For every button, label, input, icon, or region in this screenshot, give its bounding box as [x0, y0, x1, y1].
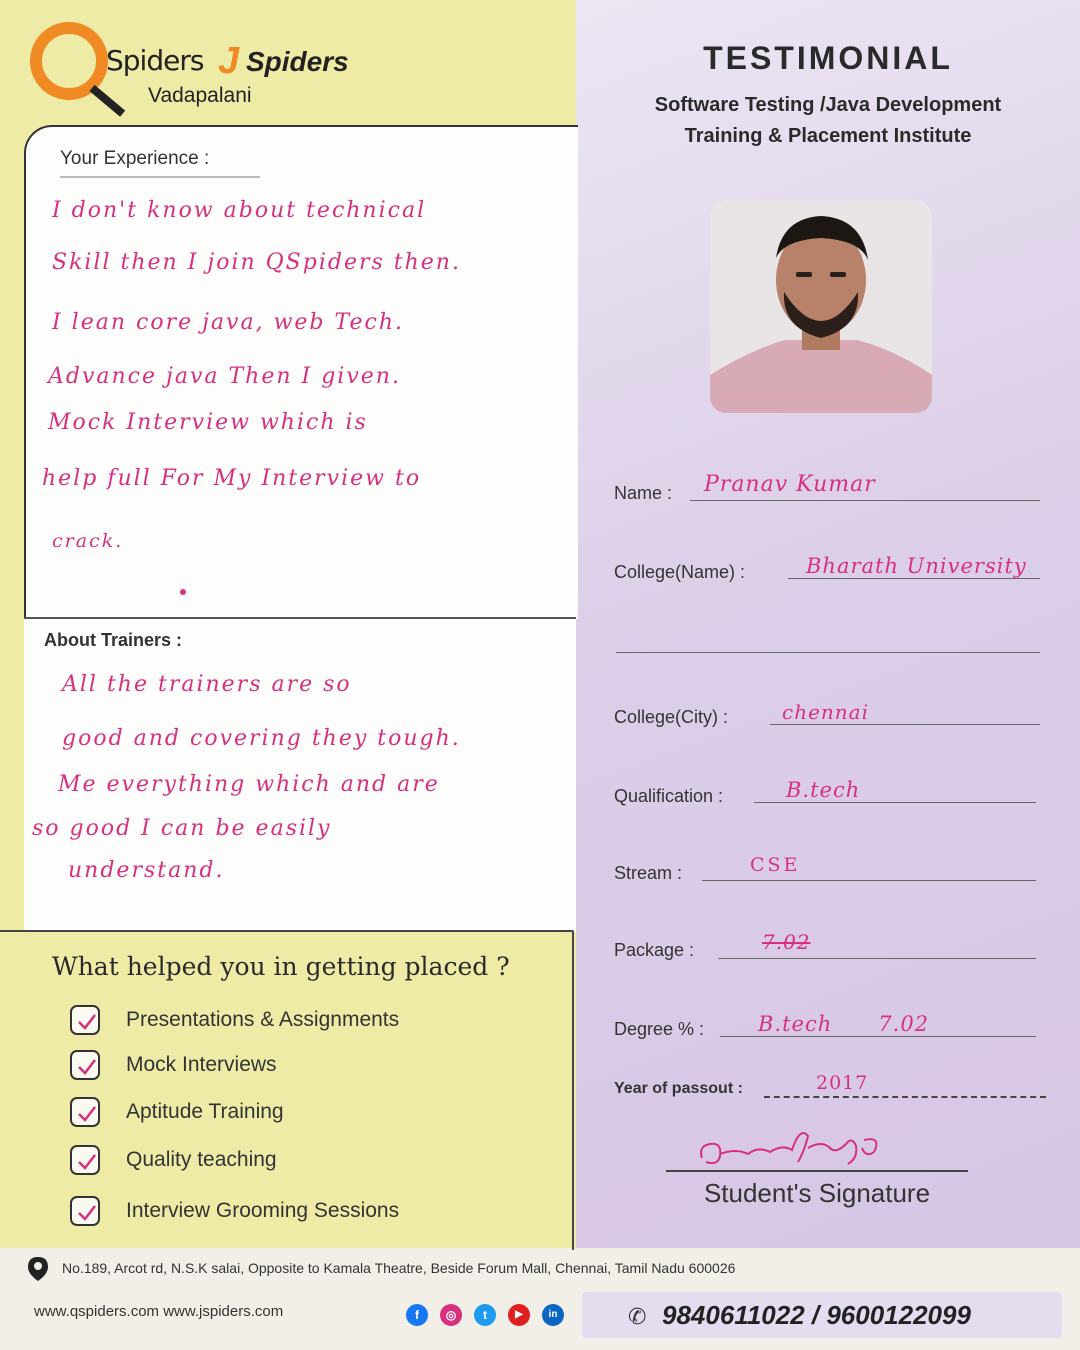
signature-label: Student's Signature — [703, 1178, 931, 1208]
city-underline — [770, 724, 1040, 725]
package-label: Package : — [614, 940, 695, 960]
degree-underline — [720, 1036, 1036, 1037]
college-value[interactable]: Bharath University — [806, 554, 1027, 578]
checkbox[interactable] — [70, 1097, 100, 1127]
checklist-item[interactable] — [70, 1048, 277, 1082]
package-underline — [718, 958, 1036, 959]
checklist-label: Quality teaching — [126, 1148, 277, 1171]
document-subtitle — [576, 90, 1080, 152]
subtitle-line: Software Testing /Java Development — [654, 94, 1002, 116]
experience-line: Skill then I join QSpiders then. — [52, 250, 461, 275]
college-label: College(Name) : — [614, 562, 746, 582]
experience-line: help full For My Interview to — [42, 466, 422, 491]
checklist-label: Mock Interviews — [126, 1053, 277, 1076]
student-photo — [710, 200, 932, 413]
linkedin-icon[interactable]: in — [542, 1304, 564, 1326]
phone-icon: ✆ — [628, 1304, 647, 1329]
checklist-item[interactable] — [70, 1003, 399, 1037]
trainers-line: good and covering they tough. — [62, 726, 461, 751]
qualification-underline — [754, 802, 1036, 803]
checkbox[interactable] — [70, 1005, 100, 1035]
student-portrait-image — [710, 200, 932, 413]
year-label: Year of passout : — [614, 1080, 743, 1097]
brand-logo — [30, 22, 390, 112]
logo-jspiders-text: Spiders — [246, 46, 349, 77]
experience-line: Mock Interview which is — [48, 410, 368, 435]
qualification-label: Qualification : — [614, 786, 724, 806]
trainers-line: so good I can be easily — [32, 816, 332, 841]
qualification-value[interactable]: B.tech — [786, 778, 861, 802]
year-underline — [764, 1096, 1046, 1098]
city-label: College(City) : — [614, 707, 729, 727]
phone-numbers[interactable]: 9840611022 / 9600122099 — [662, 1300, 971, 1330]
twitter-icon[interactable]: t — [474, 1304, 496, 1326]
checklist-label: Presentations & Assignments — [126, 1008, 400, 1031]
name-underline — [690, 500, 1040, 501]
city-value[interactable]: chennai — [782, 700, 869, 724]
student-signature-image — [696, 1118, 886, 1170]
stream-underline — [702, 880, 1036, 881]
institute-address: No.189, Arcot rd, N.S.K salai, Opposite to Kamala Theatre, Beside Forum Mall, Chennai, Tamil Nadu 600026 — [62, 1260, 736, 1276]
website-links[interactable]: www.qspiders.com www.jspiders.com — [34, 1303, 284, 1320]
check-icon — [76, 1151, 98, 1173]
location-pin-icon — [27, 1256, 49, 1282]
name-label: Name : — [614, 483, 673, 503]
checkbox[interactable] — [70, 1145, 100, 1175]
checklist-item[interactable] — [70, 1194, 399, 1228]
logo-qspiders-text: Spiders — [106, 44, 204, 77]
checklist-item[interactable] — [70, 1095, 284, 1129]
instagram-icon[interactable]: ◎ — [440, 1304, 462, 1326]
trainers-line: Me everything which and are — [58, 772, 440, 797]
facebook-icon[interactable]: f — [406, 1304, 428, 1326]
experience-line: I lean core java, web Tech. — [52, 310, 404, 335]
trainers-label: About Trainers : — [44, 630, 183, 650]
ink-dot — [180, 589, 186, 595]
checkbox[interactable] — [70, 1196, 100, 1226]
signature-line — [666, 1170, 968, 1172]
package-value[interactable]: 7.02 — [762, 930, 811, 954]
checklist-item[interactable] — [70, 1143, 277, 1177]
logo-tail-icon — [89, 85, 125, 117]
degree-value[interactable]: B.tech 7.02 — [758, 1012, 930, 1036]
check-icon — [76, 1056, 98, 1078]
right-panel — [576, 0, 1080, 1248]
name-value[interactable]: Pranav Kumar — [704, 472, 876, 497]
trainers-line: All the trainers are so — [62, 672, 352, 697]
stream-value[interactable]: CSE — [750, 854, 801, 876]
logo-j-letter: J — [218, 40, 240, 82]
checkbox[interactable] — [70, 1050, 100, 1080]
experience-line: Advance java Then I given. — [48, 364, 401, 389]
subtitle-line: Training & Placement Institute — [684, 125, 972, 147]
checklist-label: Interview Grooming Sessions — [126, 1199, 400, 1222]
experience-line: I don't know about technical — [52, 198, 427, 223]
branch-name: Vadapalani — [148, 84, 252, 107]
checklist-label: Aptitude Training — [126, 1100, 284, 1123]
document-title: TESTIMONIAL — [703, 40, 953, 76]
year-value[interactable]: 2017 — [816, 1072, 869, 1094]
check-icon — [76, 1011, 98, 1033]
college-underline — [788, 578, 1040, 579]
trainers-line: understand. — [68, 858, 225, 883]
check-icon — [76, 1202, 98, 1224]
college-underline-2 — [616, 652, 1040, 653]
experience-label: Your Experience : — [60, 148, 260, 178]
experience-line: crack. — [52, 530, 124, 552]
stream-label: Stream : — [614, 863, 683, 883]
degree-label: Degree % : — [614, 1019, 705, 1039]
youtube-icon[interactable]: ▶ — [508, 1304, 530, 1326]
check-icon — [76, 1103, 98, 1125]
helped-title: What helped you in getting placed ? — [52, 952, 510, 981]
